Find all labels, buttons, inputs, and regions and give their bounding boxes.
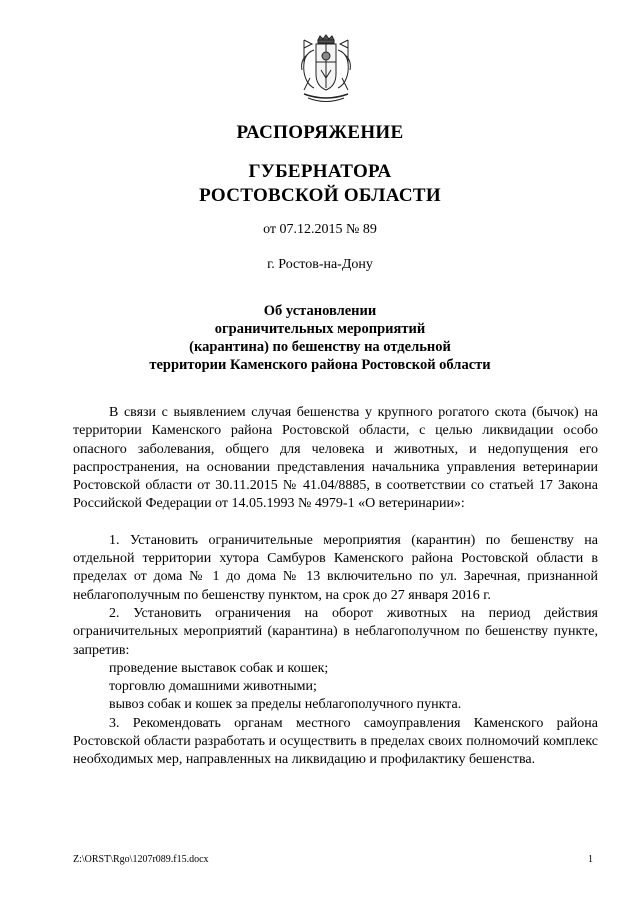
issuer (0, 160, 640, 208)
subject-line-3: (карантина) по бешенству на отдельной (189, 339, 451, 355)
item-2-prohibition-b: торговлю домашними животными; (109, 679, 317, 695)
item-1-paragraph: 1. Установить ограничительные мероприятия (карантин) по бешенству на отдельной территории хутора Самбуров Каменского района Ростовской области в пределах от дома № 1 до дома № 13 включительно по ул. Заречная, признанной неблагополучным по бешенству пунктом, на срок до 27 января 2016 г. (73, 532, 598, 603)
item-3-paragraph: 3. Рекомендовать органам местного самоуправления Каменского района Ростовской области разработать и осуществить в пределах своих полномочий комплекс необходимых мер, направленных на ликвидацию и профилактику бешенства. (73, 715, 598, 768)
document-body (73, 404, 598, 770)
preamble-paragraph: В связи с выявлением случая бешенства у крупного рогатого скота (бычок) на территории Каменского района Ростовской области, с целью ликвидации особо опасного заболевания, общего для человека и животных, и недопущения его распространения, на основании представления начальника управления ветеринарии Ростовской области от 30.11.2015 № 41.04/8885, в соответствии со статьей 17 Закона Российской Федерации от 14.05.1993 № 4979-1 «О ветеринарии»: (73, 405, 598, 512)
city: г. Ростов-на-Дону (267, 257, 373, 272)
item-2-paragraph: 2. Установить ограничения на оборот животных на период действия ограничительных мероприятий (карантина) в неблагополучном по бешенству пункте, запретив: (73, 605, 598, 658)
item-2-prohibition-a: проведение выставок собак и кошек; (109, 660, 329, 676)
subject-line-4: территории Каменского района Ростовской области (149, 357, 491, 373)
item-2-prohibition-c: вывоз собак и кошек за пределы неблагополучного пункта. (109, 697, 462, 713)
coat-of-arms-icon (294, 34, 358, 106)
issuer-line-1: ГУБЕРНАТОРА (248, 161, 392, 182)
subject-line-1: Об установлении (263, 303, 377, 319)
page-number: 1 (588, 854, 593, 865)
subject-line-2: ограничительных мероприятий (214, 321, 426, 337)
subject-heading (0, 302, 640, 374)
footer-file-path: Z:\ORST\Rgo\1207r089.f15.docx (73, 854, 209, 865)
issuer-line-2: РОСТОВСКОЙ ОБЛАСТИ (199, 185, 441, 206)
date-number: от 07.12.2015 № 89 (263, 222, 377, 237)
document-title: РАСПОРЯЖЕНИЕ (236, 122, 404, 143)
